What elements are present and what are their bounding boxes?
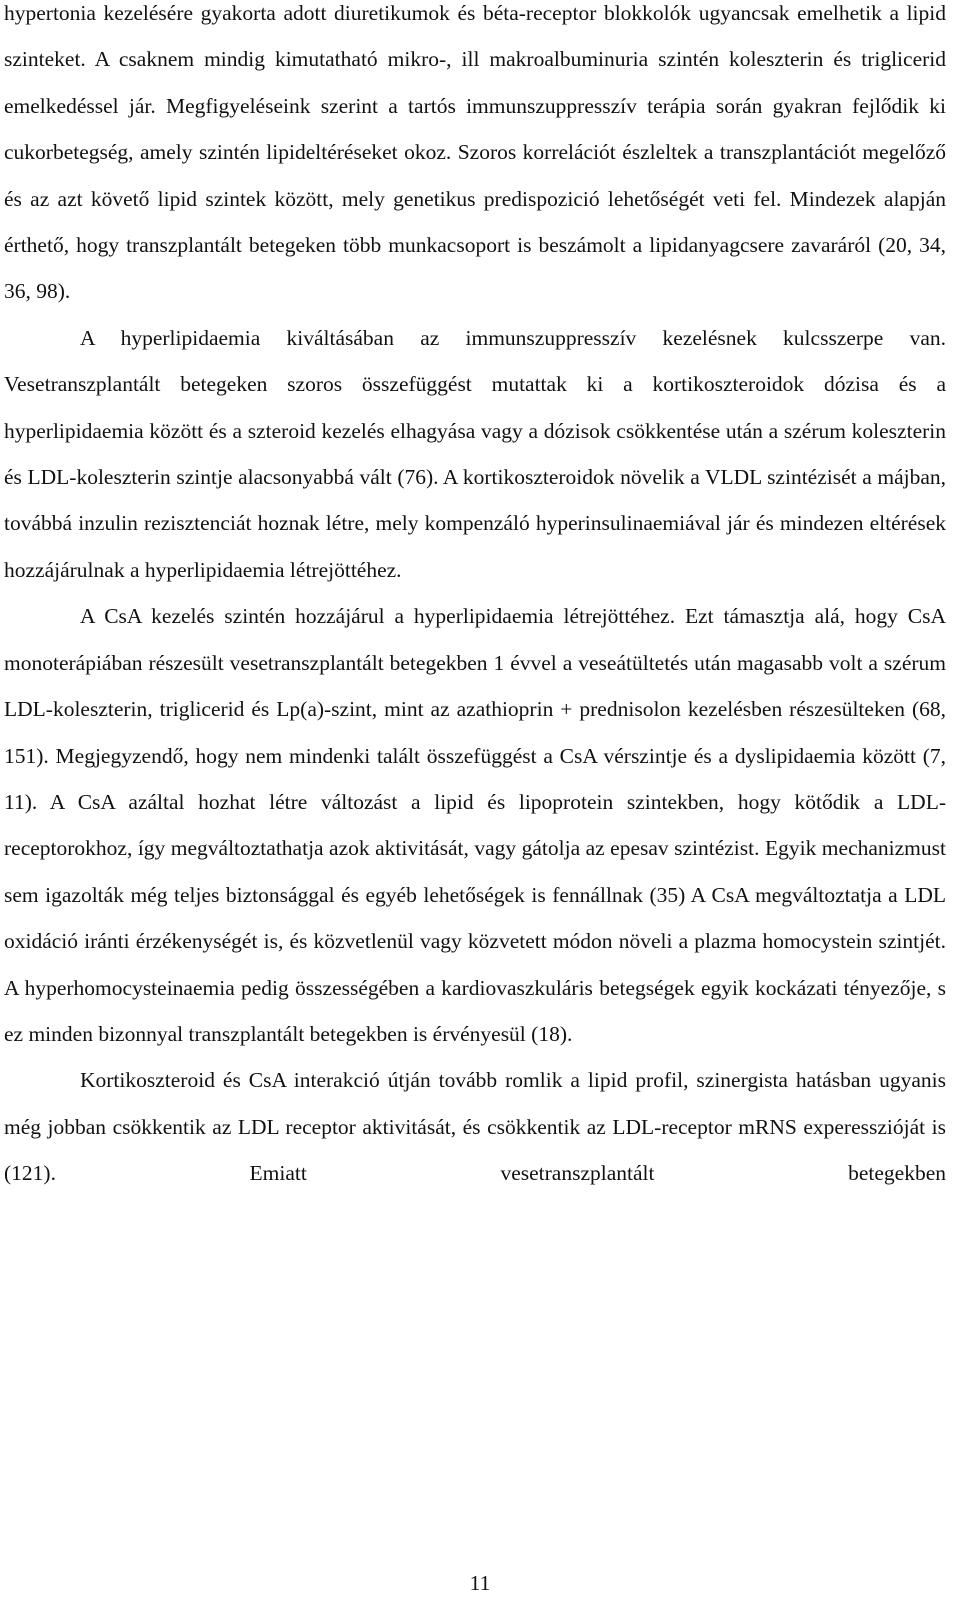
paragraph-2: A hyperlipidaemia kiváltásában az immunszuppresszív kezelésnek kulcsszerpe van. Vesetranszplantált betegeken szoros összefüggést mutattak ki a kortikoszteroidok dózisa és a hyperlipidaemia között és a szteroid kezelés elhagyása vagy a dózisok csökkentése után a szérum koleszterin és LDL-koleszterin szintje alacsonyabbá vált (76). A kortikoszteroidok növelik a VLDL szintézisét a májban, továbbá inzulin rezisztenciát hoznak létre, mely kompenzáló hyperinsulinaemiával jár és mindezen eltérések hozzájárulnak a hyperlipidaemia létrejöttéhez. — [4, 325, 946, 582]
body-text — [4, 0, 946, 1197]
paragraph-3: A CsA kezelés szintén hozzájárul a hyperlipidaemia létrejöttéhez. Ezt támasztja alá, hogy CsA monoterápiában részesült vesetranszplantált betegekben 1 évvel a veseátültetés után magasabb volt a szérum LDL-koleszterin, triglicerid és Lp(a)-szint, mint az azathioprin + prednisolon kezelésben részesülteken (68, 151). Megjegyzendő, hogy nem mindenki talált összefüggést a CsA vérszintje és a dyslipidaemia között (7, 11). A CsA azáltal hozhat létre változást a lipid és lipoprotein szintekben, hogy kötődik a LDL-receptorokhoz, így megváltoztathatja azok aktivitását, vagy gátolja az epesav szintézist. Egyik mechanizmust sem igazolták még teljes biztonsággal és egyéb lehetőségek is fennállnak (35) A CsA megváltoztatja a LDL oxidáció iránti érzékenységét is, és közvetlenül vagy közvetett módon növeli a plazma homocystein szintjét. A hyperhomocysteinaemia pedig összességében a kardiovaszkuláris betegségek egyik kockázati tényezője, s ez minden bizonnyal transzplantált betegekben is érvényesül (18). — [4, 604, 946, 1046]
paragraph-4: Kortikoszteroid és CsA interakció útján tovább romlik a lipid profil, szinergista hatásban ugyanis még jobban csökkentik az LDL receptor aktivitását, és csökkentik az LDL-receptor mRNS experesszióját is (121). Emiatt vesetranszplantált betegekben — [4, 1068, 946, 1186]
paragraph-1: hypertonia kezelésére gyakorta adott diuretikumok és béta-receptor blokkolók ugyancsak emelhetik a lipid szinteket. A csaknem mindig kimutatható mikro-, ill makroalbuminuria szintén koleszterin és triglicerid emelkedéssel jár. Megfigyeléseink szerint a tartós immunszuppresszív terápia során gyakran fejlődik ki cukorbetegség, amely szintén lipideltéréseket okoz. Szoros korrelációt észleltek a transzplantációt megelőző és az azt követő lipid szintek között, mely genetikus predispozició lehetőségét veti fel. Mindezek alapján érthető, hogy transzplantált betegeken több munkacsoport is beszámolt a lipidanyagcsere zavaráról (20, 34, 36, 98). — [4, 1, 946, 304]
page-number: 11 — [469, 1571, 491, 1595]
